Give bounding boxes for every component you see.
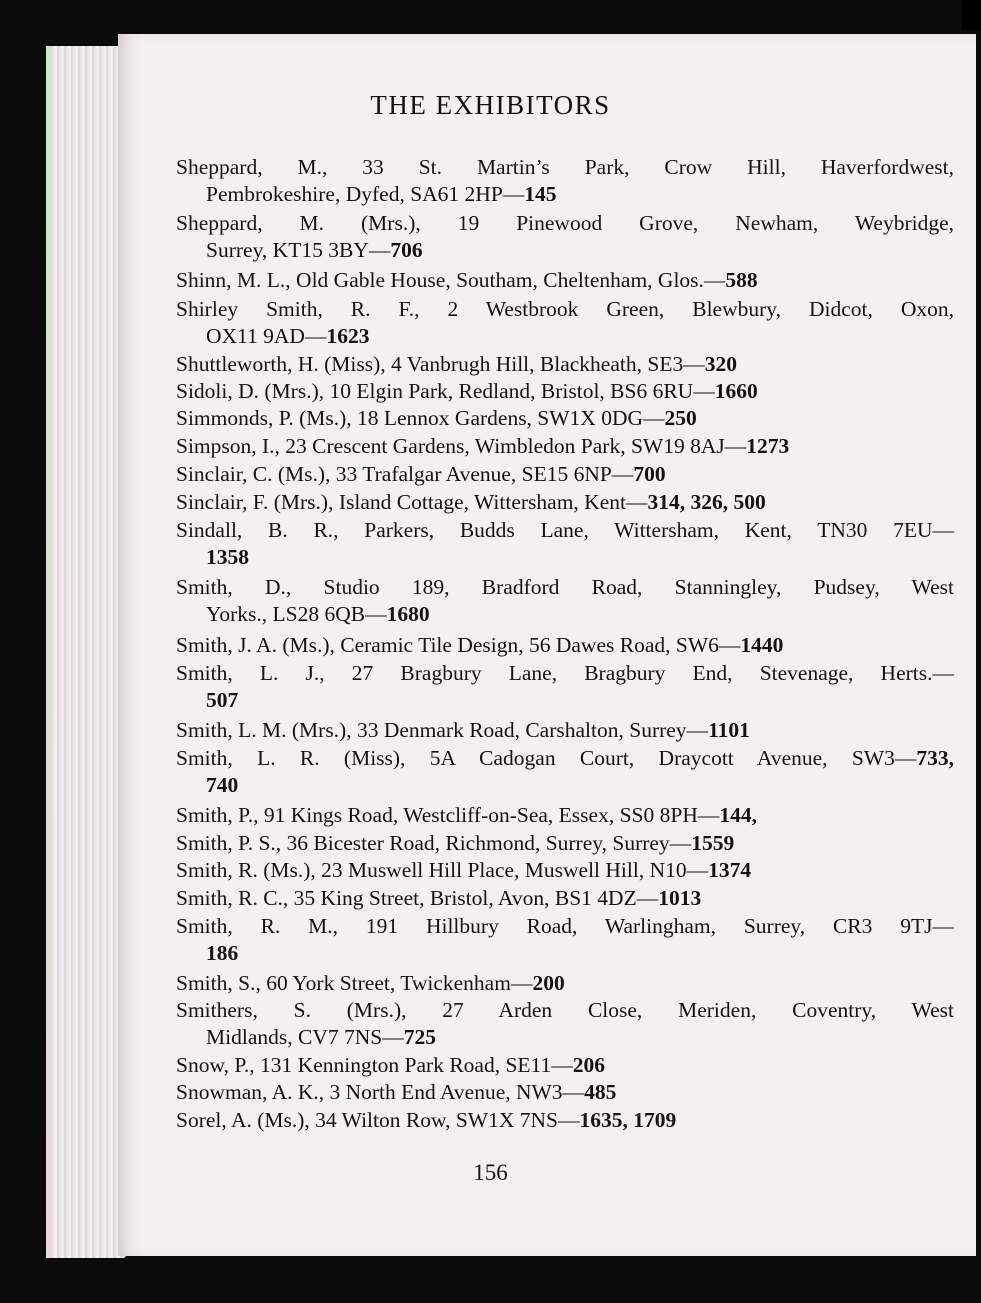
catalogue-number: 725 [403, 1025, 436, 1049]
entry-text: Sinclair, F. (Mrs.), Island Cottage, Wittersham, Kent— [176, 490, 648, 514]
entry-text: Sidoli, D. (Mrs.), 10 Elgin Park, Redland, Bristol, BS6 6RU— [176, 379, 715, 403]
exhibitor-entry [176, 632, 954, 659]
exhibitor-entry [176, 461, 954, 488]
catalogue-number: 1013 [658, 886, 702, 910]
entry-text: Smith, R. (Ms.), 23 Muswell Hill Place, Muswell Hill, N10— [176, 858, 709, 882]
entry-line [176, 940, 954, 967]
entry-text: OX11 9AD— [206, 324, 327, 348]
entry-line [176, 1024, 954, 1051]
catalogue-number: 144, [719, 803, 757, 827]
exhibitor-entry [176, 517, 954, 571]
catalogue-number: 1680 [386, 602, 430, 626]
entry-line [176, 378, 954, 405]
entry-text: Smith, D., Studio 189, Bradford Road, Stanningley, Pudsey, West [176, 575, 954, 599]
entry-line [176, 830, 954, 857]
entry-line [176, 601, 954, 628]
entry-line [176, 351, 954, 378]
catalogue-number: 1660 [714, 379, 758, 403]
catalogue-number: 1559 [691, 831, 735, 855]
catalogue-number: 740 [206, 773, 239, 797]
entry-text: Smithers, S. (Mrs.), 27 Arden Close, Meriden, Coventry, West [176, 998, 954, 1022]
exhibitor-entry [176, 802, 954, 829]
page-edges [46, 46, 126, 1258]
entry-text: Sinclair, C. (Ms.), 33 Trafalgar Avenue, SE15 6NP— [176, 462, 634, 486]
entry-text: Snow, P., 131 Kennington Park Road, SE11— [176, 1053, 573, 1077]
entry-text: Pembrokeshire, Dyfed, SA61 2HP— [206, 182, 525, 206]
exhibitor-entry [176, 745, 954, 799]
entry-text: Smith, L. J., 27 Bragbury Lane, Bragbury End, Stevenage, Herts.— [176, 661, 954, 685]
exhibitor-entry [176, 351, 954, 378]
entry-line [176, 857, 954, 884]
entry-text: Smith, R. C., 35 King Street, Bristol, Avon, BS1 4DZ— [176, 886, 659, 910]
exhibitor-entry [176, 830, 954, 857]
entry-text: Smith, L. M. (Mrs.), 33 Denmark Road, Carshalton, Surrey— [176, 718, 709, 742]
catalogue-number: 206 [572, 1053, 606, 1077]
entry-line [176, 154, 954, 181]
exhibitor-entry [176, 660, 954, 714]
exhibitor-entry [176, 405, 954, 432]
entry-line [176, 323, 954, 350]
entry-text: Simmonds, P. (Ms.), 18 Lennox Gardens, SW1X 0DG— [176, 406, 665, 430]
entry-text: Smith, S., 60 York Street, Twickenham— [176, 971, 533, 995]
catalogue-number: 320 [704, 352, 737, 376]
page-number: 156 [473, 1160, 508, 1185]
corner-shadow [962, 0, 981, 30]
exhibitor-entry [176, 857, 954, 884]
exhibitor-entry [176, 997, 954, 1051]
entry-line [176, 296, 954, 323]
catalogue-number: 700 [633, 462, 666, 486]
catalogue-number: 250 [664, 406, 697, 430]
exhibitor-entry [176, 1079, 954, 1106]
entry-line [176, 181, 954, 208]
entry-line [176, 267, 954, 294]
entry-line [176, 802, 954, 829]
entry-line [176, 997, 954, 1024]
exhibitor-entry [176, 913, 954, 967]
exhibitor-entry [176, 154, 954, 208]
exhibitor-entry [176, 433, 954, 460]
entry-line [176, 660, 954, 687]
exhibitor-entry [176, 489, 954, 516]
catalogue-number: 314, 326, 500 [647, 490, 766, 514]
entry-line [176, 517, 954, 544]
entry-line [176, 1052, 954, 1079]
entry-text: Smith, P. S., 36 Bicester Road, Richmond, Surrey, Surrey— [176, 831, 692, 855]
entry-line [176, 574, 954, 601]
exhibitor-entry [176, 574, 954, 628]
entry-line [176, 717, 954, 744]
entry-line [176, 433, 954, 460]
catalogue-number: 706 [390, 238, 423, 262]
exhibitor-entry [176, 970, 954, 997]
exhibitor-entry [176, 378, 954, 405]
exhibitor-entry [176, 267, 954, 294]
entry-text: Sorel, A. (Ms.), 34 Wilton Row, SW1X 7NS— [176, 1108, 580, 1132]
exhibitor-entry [176, 296, 954, 350]
entry-line [176, 745, 954, 772]
catalogue-number: 588 [725, 268, 758, 292]
entry-text: Smith, R. M., 191 Hillbury Road, Warlingham, Surrey, CR3 9TJ— [176, 914, 954, 938]
catalogue-number: 1623 [326, 324, 370, 348]
entry-line [176, 1107, 954, 1134]
exhibitor-entry [176, 717, 954, 744]
entry-line [176, 1079, 954, 1106]
catalogue-number: 1374 [708, 858, 752, 882]
catalogue-number: 1273 [746, 434, 790, 458]
entry-text: Smith, P., 91 Kings Road, Westcliff-on-Sea, Essex, SS0 8PH— [176, 803, 720, 827]
entry-line [176, 544, 954, 571]
exhibitor-entry [176, 1107, 954, 1134]
exhibitor-entry [176, 210, 954, 264]
catalogue-number: 186 [206, 941, 239, 965]
entry-text: Shuttleworth, H. (Miss), 4 Vanbrugh Hill, Blackheath, SE3— [176, 352, 705, 376]
entry-text: Snowman, A. K., 3 North End Avenue, NW3— [176, 1080, 585, 1104]
entry-text: Sheppard, M., 33 St. Martin’s Park, Crow Hill, Haverfordwest, [176, 155, 954, 179]
entry-line [176, 210, 954, 237]
exhibitor-entry [176, 885, 954, 912]
entry-line [176, 405, 954, 432]
entry-line [176, 687, 954, 714]
entry-text: Shinn, M. L., Old Gable House, Southam, Cheltenham, Glos.— [176, 268, 726, 292]
catalogue-number: 1101 [708, 718, 750, 742]
catalogue-number: 733, [916, 746, 954, 770]
catalogue-number: 1440 [740, 633, 784, 657]
exhibitor-entry [176, 1052, 954, 1079]
entry-line [176, 632, 954, 659]
entry-text: Yorks., LS28 6QB— [206, 602, 387, 626]
page-header: THE EXHIBITORS [370, 90, 611, 120]
entry-line [176, 489, 954, 516]
catalogue-number: 485 [584, 1080, 617, 1104]
page-edge-tint [46, 46, 52, 1258]
entry-line [176, 970, 954, 997]
catalogue-number: 507 [206, 688, 239, 712]
entry-text: Sheppard, M. (Mrs.), 19 Pinewood Grove, Newham, Weybridge, [176, 211, 954, 235]
entry-text: Sindall, B. R., Parkers, Budds Lane, Wittersham, Kent, TN30 7EU— [176, 518, 954, 542]
entry-line [176, 772, 954, 799]
entry-text: Smith, L. R. (Miss), 5A Cadogan Court, Draycott Avenue, SW3— [176, 746, 917, 770]
entry-text: Simpson, I., 23 Crescent Gardens, Wimbledon Park, SW19 8AJ— [176, 434, 747, 458]
entry-text: Smith, J. A. (Ms.), Ceramic Tile Design, 56 Dawes Road, SW6— [176, 633, 741, 657]
catalogue-number: 1358 [206, 545, 249, 569]
entry-line [176, 885, 954, 912]
entry-text: Shirley Smith, R. F., 2 Westbrook Green, Blewbury, Didcot, Oxon, [176, 297, 954, 321]
entry-line [176, 913, 954, 940]
catalogue-number: 200 [532, 971, 565, 995]
entry-text: Surrey, KT15 3BY— [206, 238, 391, 262]
catalogue-number: 1635, 1709 [579, 1108, 677, 1132]
entry-line [176, 237, 954, 264]
catalogue-number: 145 [524, 182, 557, 206]
entry-text: Midlands, CV7 7NS— [206, 1025, 404, 1049]
entry-line [176, 461, 954, 488]
